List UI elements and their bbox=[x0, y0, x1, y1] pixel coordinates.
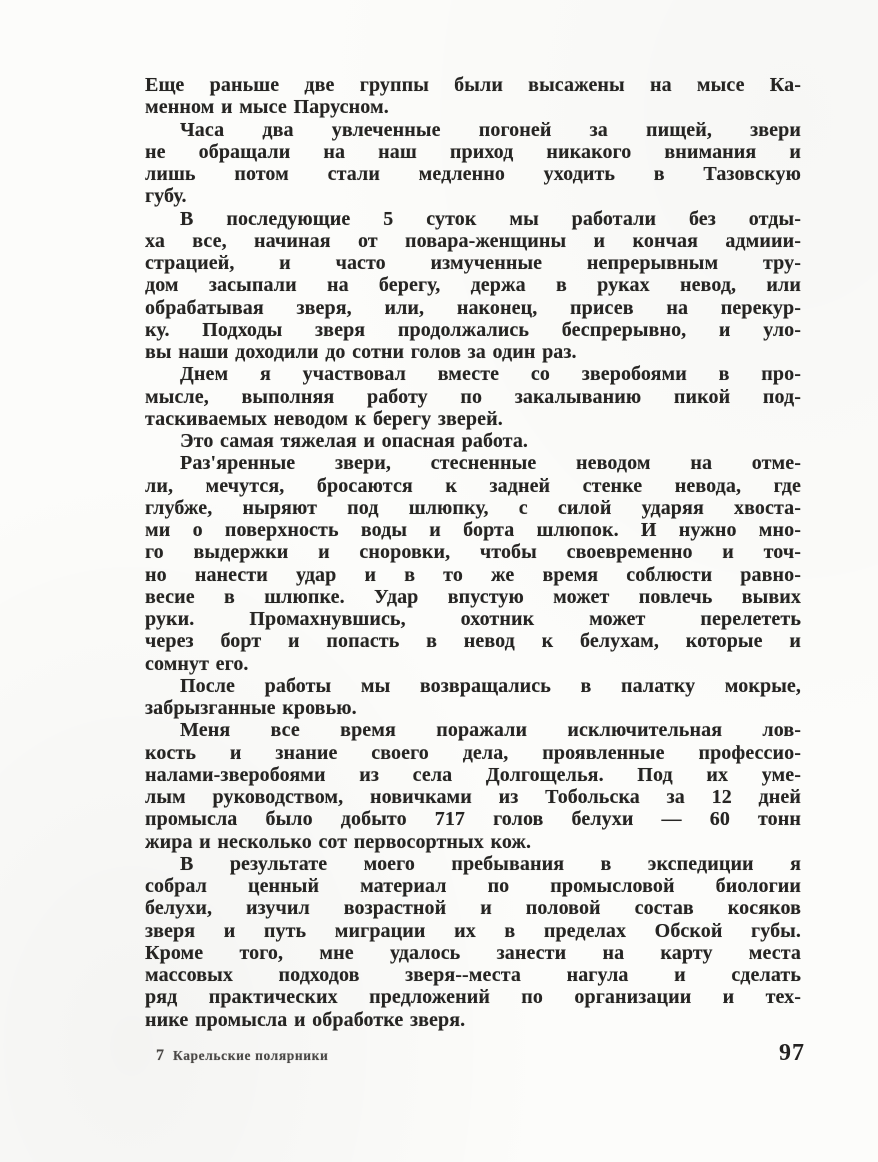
text-line: Днем я участвовал вместе со зверобоями в про- bbox=[180, 363, 801, 386]
text-line: собрал ценный материал по промысловой биологии bbox=[145, 875, 801, 897]
text-line: лым руководством, новичками из Тобольска за 12 дней bbox=[145, 786, 801, 808]
text-line: страцией, и часто измученные непрерывным тру- bbox=[145, 252, 801, 274]
text-line: ми о поверхность воды и борта шлюпок. И нужно мно- bbox=[145, 519, 801, 541]
text-line: кость и знание своего дела, проявленные профессио- bbox=[145, 741, 801, 764]
text-line: не обращали на наш приход никакого внимания и bbox=[145, 140, 801, 163]
text-line: менном и мысе Парусном. bbox=[145, 96, 389, 119]
text-line: налами-зверобоями из села Долгощелья. Под их уме- bbox=[145, 763, 801, 786]
text-line: массовых подходов зверя--места нагула и сделать bbox=[145, 964, 801, 986]
text-line: Часа два увлеченные погоней за пищей, звери bbox=[180, 118, 801, 141]
page-number: 97 bbox=[779, 1040, 805, 1066]
text-line: Раз'яренные звери, стесненные неводом на отме- bbox=[180, 452, 801, 475]
text-line: ли, мечутся, бросаются к задней стенке невода, где bbox=[145, 474, 801, 497]
text-line: мысле, выполняя работу по закалыванию пикой под- bbox=[145, 385, 801, 408]
text-line: губу. bbox=[145, 185, 187, 208]
page-footer bbox=[145, 1040, 805, 1067]
text-line: таскиваемых неводом к берегу зверей. bbox=[145, 407, 503, 430]
text-line: жира и несколько сот первосортных кож. bbox=[145, 830, 532, 853]
text-line: ряд практических предложений по организации и тех- bbox=[145, 986, 801, 1009]
text-line: забрызганные кровью. bbox=[145, 697, 357, 719]
text-line: Еще раньше две группы были высажены на мысе Ка- bbox=[145, 74, 801, 96]
text-line: ха все, начиная от повара-женщины и кончая адмиии- bbox=[145, 229, 801, 252]
text-line: В результате моего пребывания в экспедиции я bbox=[180, 852, 801, 875]
text-line: весие в шлюпке. Удар впустую может повлечь вывих bbox=[145, 585, 801, 608]
text-line: руки. Промахнувшись, охотник может перелететь bbox=[145, 608, 801, 630]
signature-title: Карельские полярники bbox=[173, 1048, 329, 1063]
text-line: ку. Подходы зверя продолжались беспрерывно, и уло- bbox=[145, 318, 801, 341]
body-text bbox=[145, 74, 801, 1031]
text-line: через борт и попасть в невод к белухам, которые и bbox=[145, 630, 801, 653]
signature-line bbox=[145, 1047, 328, 1065]
text-line: но нанести удар и в то же время соблюсти равно- bbox=[145, 563, 801, 586]
text-line: После работы мы возвращались в палатку мокрые, bbox=[180, 674, 801, 697]
text-line: обрабатывая зверя, или, наконец, присев на перекур- bbox=[145, 296, 801, 319]
signature-number: 7 bbox=[156, 1047, 164, 1064]
text-line: вы наши доходили до сотни голов за один раз. bbox=[145, 341, 577, 363]
text-line: дом засыпали на берегу, держа в руках невод, или bbox=[145, 274, 801, 297]
text-line: Меня все время поражали исключительная лов- bbox=[180, 719, 801, 742]
text-line: лишь потом стали медленно уходить в Тазовскую bbox=[145, 163, 801, 185]
text-line: Это самая тяжелая и опасная работа. bbox=[180, 430, 529, 452]
text-line: глубже, ныряют под шлюпку, с силой ударяя хвоста- bbox=[145, 496, 801, 519]
text-line: нике промысла и обработке зверя. bbox=[145, 1008, 466, 1031]
text-line: го выдержки и сноровки, чтобы своевременно и точ- bbox=[145, 541, 801, 564]
text-line: Кроме того, мне удалось занести на карту места bbox=[145, 941, 801, 964]
text-line: белухи, изучил возрастной и половой состав косяков bbox=[145, 897, 801, 920]
text-line: сомнут его. bbox=[145, 652, 249, 675]
text-line: промысла было добыто 717 голов белухи — 60 тонн bbox=[145, 808, 801, 831]
text-line: В последующие 5 суток мы работали без отды- bbox=[180, 207, 801, 230]
text-line: зверя и путь миграции их в пределах Обской губы. bbox=[145, 919, 801, 942]
